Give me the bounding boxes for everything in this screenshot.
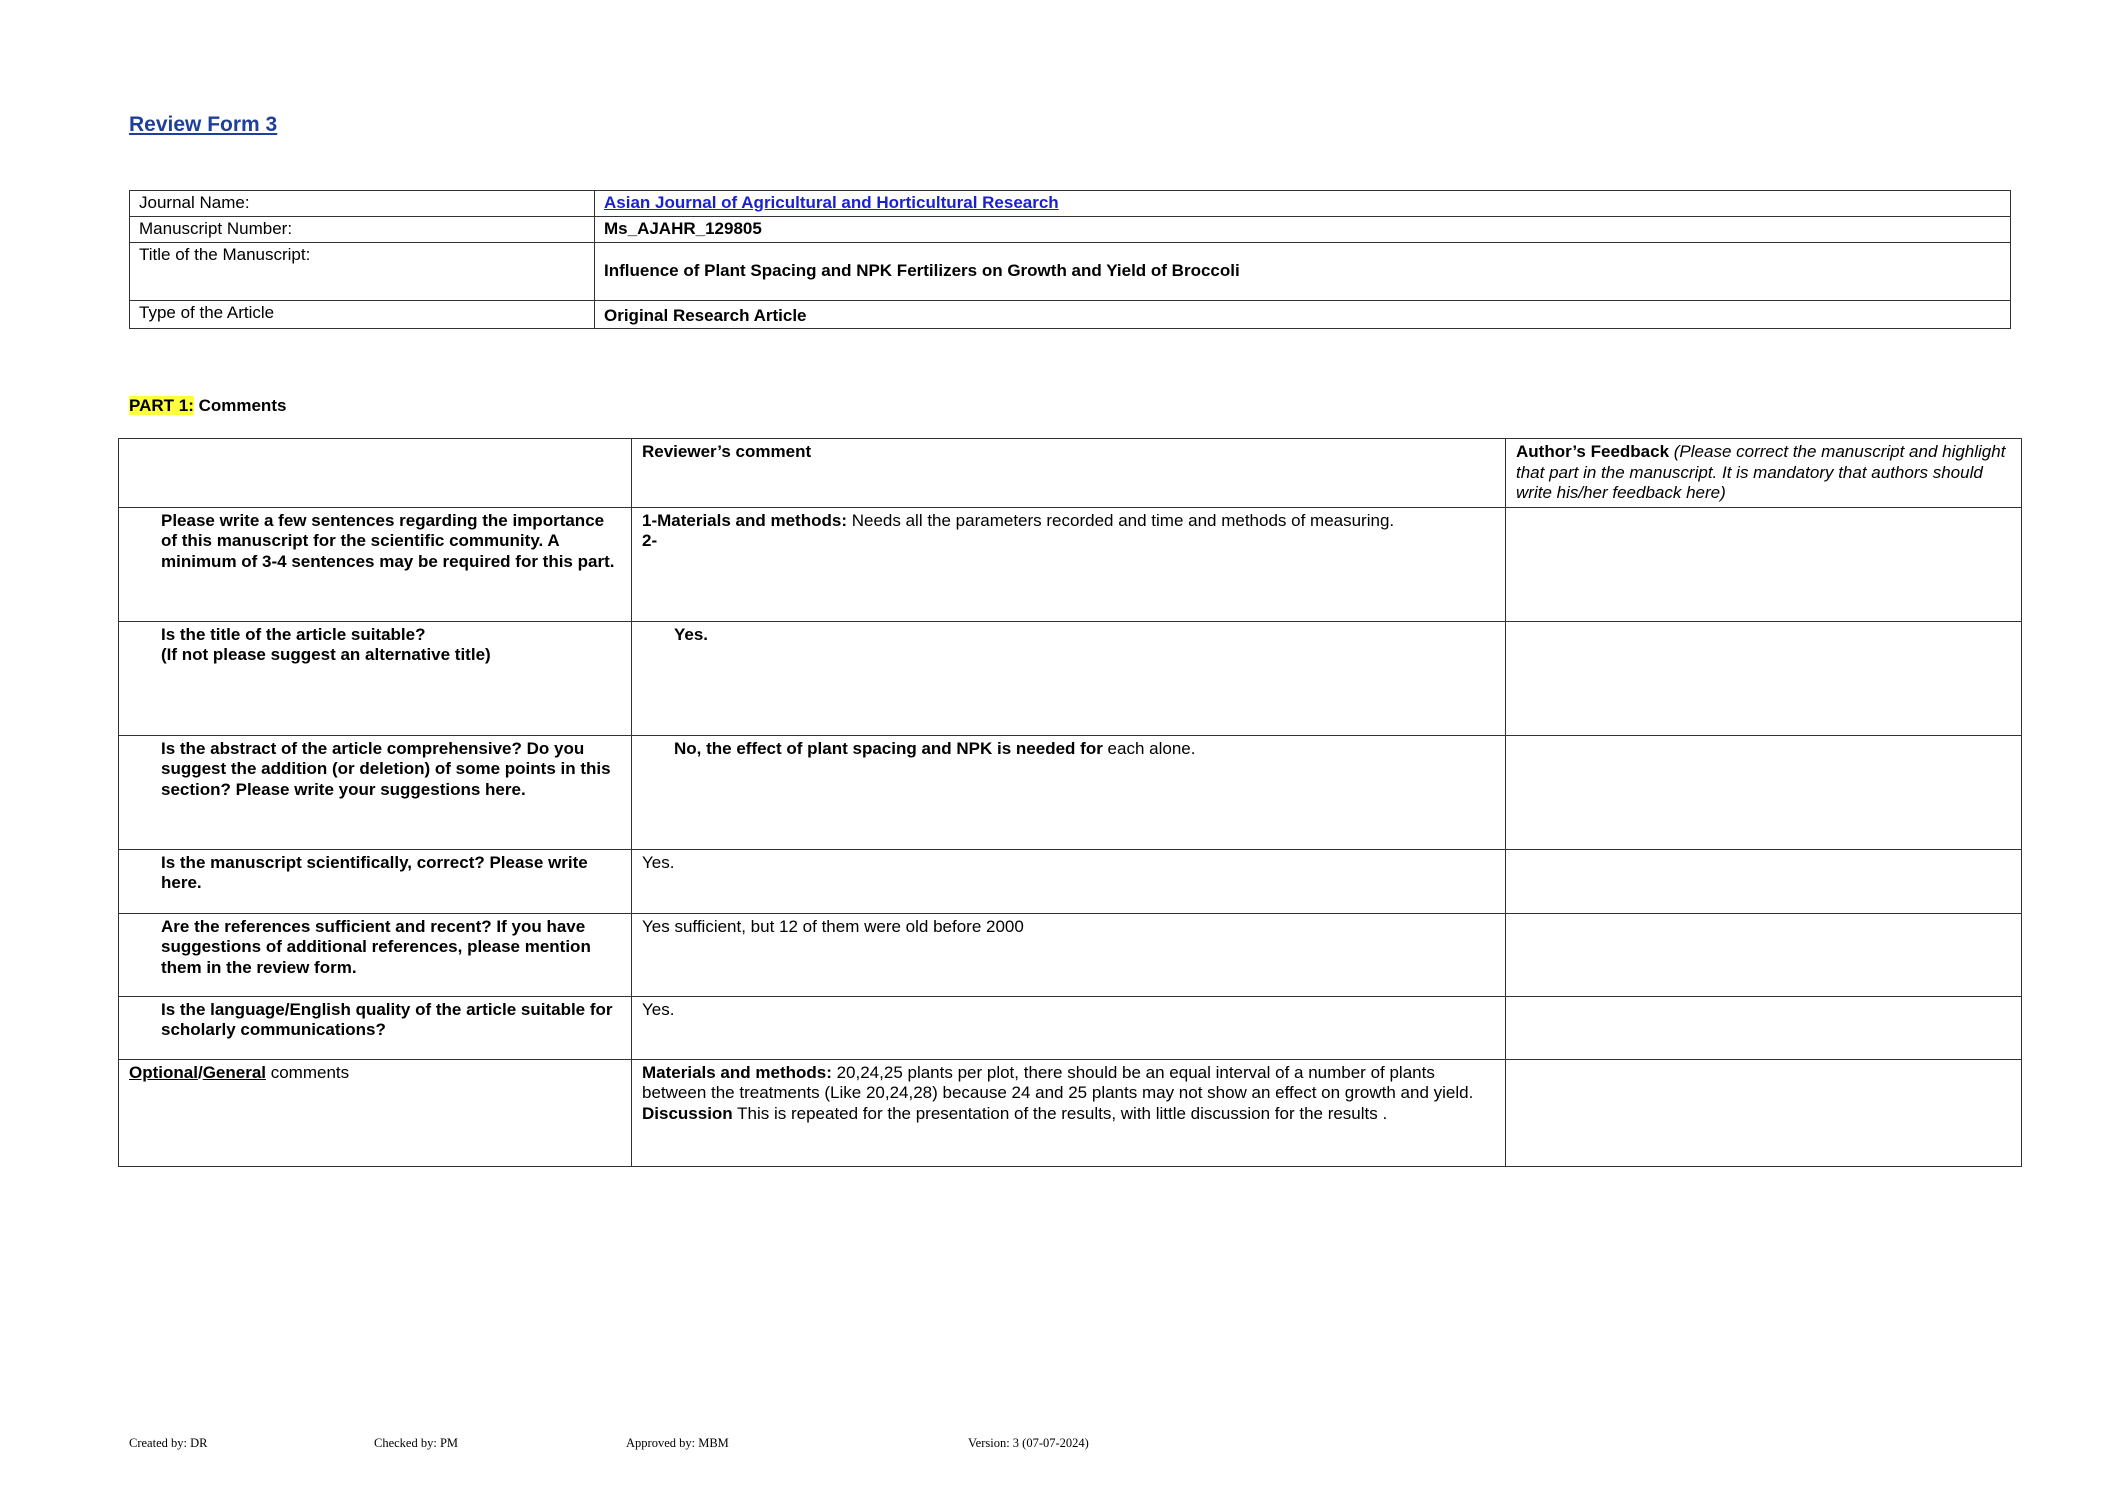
form-title[interactable]: Review Form 3 bbox=[129, 113, 278, 136]
footer-created-by: Created by: DR bbox=[129, 1436, 208, 1450]
answer-references: Yes sufficient, but 12 of them were old before 2000 bbox=[632, 913, 1506, 996]
journal-name-link[interactable]: Asian Journal of Agricultural and Horticultural Research bbox=[604, 193, 1059, 212]
journal-name-label: Journal Name: bbox=[130, 191, 595, 217]
footer-checked-by: Checked by: PM bbox=[374, 1436, 459, 1450]
answer-importance: 1-Materials and methods: Needs all the parameters recorded and time and methods of measuring. 2- bbox=[632, 507, 1506, 621]
article-type-value: Original Research Article bbox=[595, 301, 2011, 329]
author-feedback-cell[interactable] bbox=[1506, 735, 2022, 849]
article-type-label: Type of the Article bbox=[130, 301, 595, 329]
question-abstract: Is the abstract of the article comprehensive? Do you suggest the addition (or deletion) of some points in this section? Please write your suggestions here. bbox=[119, 735, 632, 849]
manuscript-title-label: Title of the Manuscript: bbox=[130, 243, 595, 301]
answer-scientific: Yes. bbox=[632, 849, 1506, 913]
question-importance: Please write a few sentences regarding the importance of this manuscript for the scientific community. A minimum of 3-4 sentences may be required for this part. bbox=[119, 507, 632, 621]
author-feedback-cell[interactable] bbox=[1506, 507, 2022, 621]
answer-abstract: No, the effect of plant spacing and NPK is needed for each alone. bbox=[632, 735, 1506, 849]
author-feedback-header: Author’s Feedback (Please correct the manuscript and highlight that part in the manuscript. It is mandatory that authors should write his/her feedback here) bbox=[1506, 439, 2022, 508]
header-empty-cell bbox=[119, 439, 632, 508]
author-feedback-cell[interactable] bbox=[1506, 913, 2022, 996]
question-references: Are the references sufficient and recent? If you have suggestions of additional references, please mention them in the review form. bbox=[119, 913, 632, 996]
manuscript-title-value: Influence of Plant Spacing and NPK Fertilizers on Growth and Yield of Broccoli bbox=[595, 243, 2011, 301]
part-1-suffix: Comments bbox=[193, 396, 287, 415]
comments-table bbox=[118, 438, 2022, 1167]
manuscript-info-table bbox=[129, 190, 2011, 329]
manuscript-number-value: Ms_AJAHR_129805 bbox=[595, 217, 2011, 243]
question-language: Is the language/English quality of the article suitable for scholarly communications? bbox=[119, 996, 632, 1059]
optional-general-label: Optional/General comments bbox=[119, 1059, 632, 1166]
part-1-label: PART 1: bbox=[129, 396, 194, 415]
reviewer-comment-header: Reviewer’s comment bbox=[632, 439, 1506, 508]
manuscript-number-label: Manuscript Number: bbox=[130, 217, 595, 243]
question-title-suitable: Is the title of the article suitable? (If not please suggest an alternative title) bbox=[119, 621, 632, 735]
answer-title-suitable: Yes. bbox=[632, 621, 1506, 735]
author-feedback-cell[interactable] bbox=[1506, 996, 2022, 1059]
part-1-heading bbox=[129, 396, 286, 416]
author-feedback-cell[interactable] bbox=[1506, 621, 2022, 735]
optional-general-comments: Materials and methods: 20,24,25 plants per plot, there should be an equal interval of a number of plants between the treatments (Like 20,24,28) because 24 and 25 plants may not show an effect on growth and yield. Discussion This is repeated for the presentation of the results, with little discussion for the results . bbox=[632, 1059, 1506, 1166]
author-feedback-cell[interactable] bbox=[1506, 849, 2022, 913]
answer-language: Yes. bbox=[632, 996, 1506, 1059]
footer-version: Version: 3 (07-07-2024) bbox=[968, 1436, 1089, 1450]
footer-approved-by: Approved by: MBM bbox=[626, 1436, 729, 1450]
author-feedback-cell[interactable] bbox=[1506, 1059, 2022, 1166]
question-scientific: Is the manuscript scientifically, correct? Please write here. bbox=[119, 849, 632, 913]
